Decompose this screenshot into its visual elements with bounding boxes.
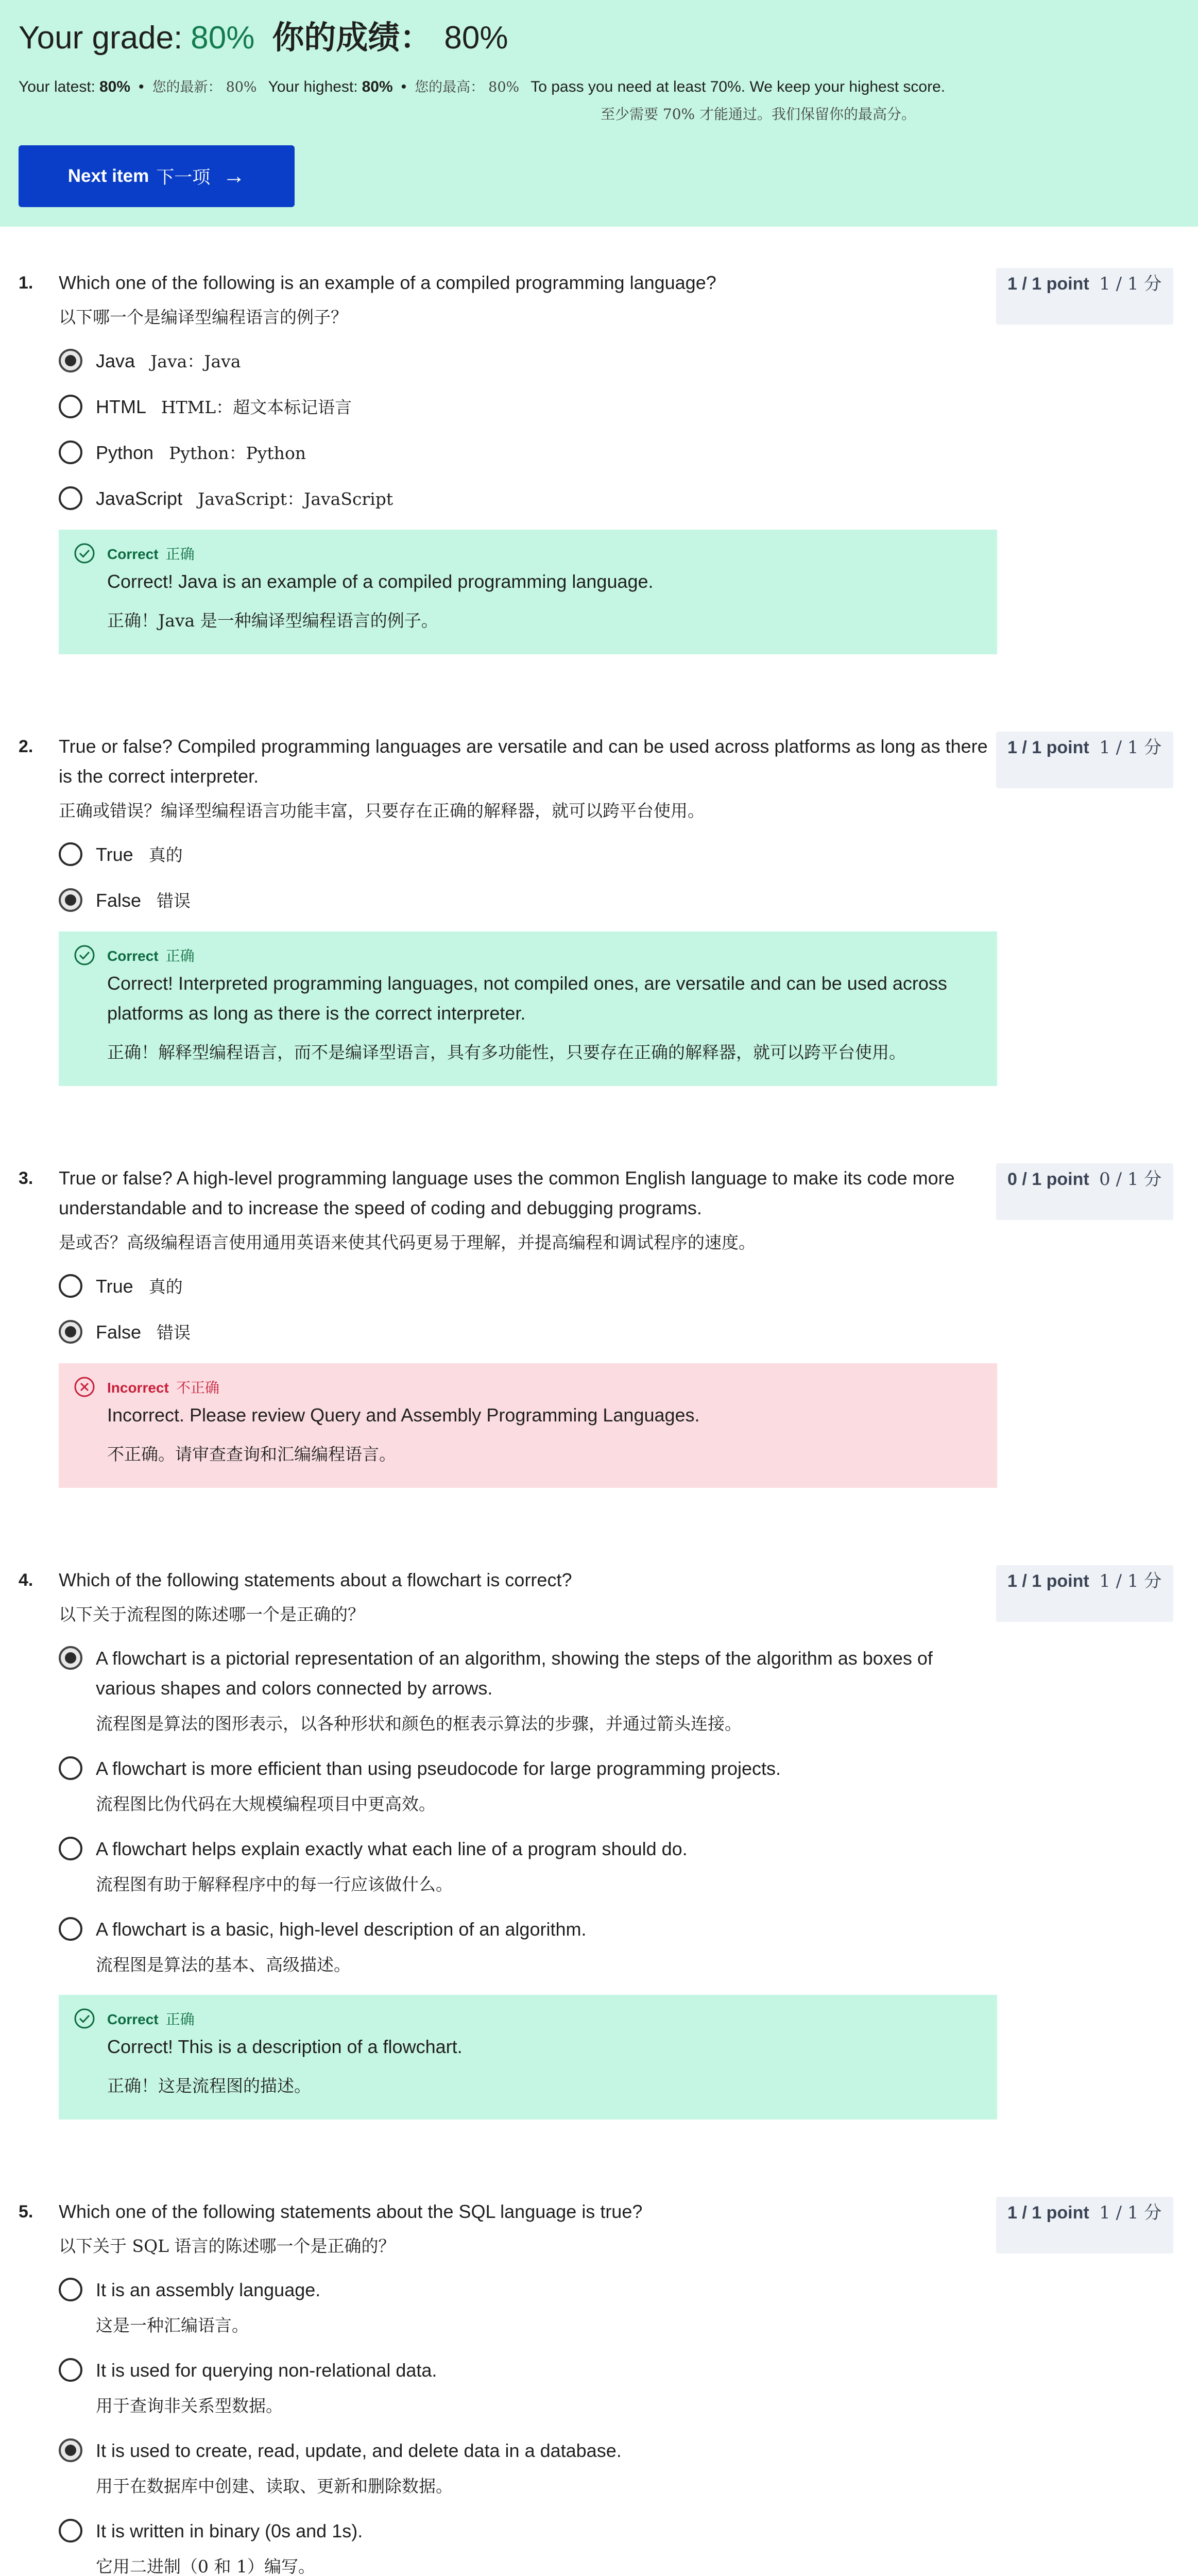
answer-options <box>59 346 997 514</box>
points-value-cn: 1 / 1 分 <box>1099 1571 1162 1591</box>
answer-option[interactable] <box>59 1834 997 1899</box>
answer-options <box>59 2275 997 2576</box>
answer-option[interactable] <box>59 1317 997 1348</box>
option-label: False <box>96 1321 142 1343</box>
answer-option[interactable] <box>59 1643 997 1738</box>
points-value: 1 / 1 point <box>1007 274 1089 294</box>
answer-option[interactable] <box>59 2355 997 2420</box>
feedback-text: Correct! This is a description of a flowchart. <box>107 2036 463 2057</box>
option-label-cn: 用于在数据库中创建、读取、更新和删除数据。 <box>96 2476 453 2496</box>
points-value: 1 / 1 point <box>1007 738 1089 757</box>
question-text-cn: 正确或错误？编译型编程语言功能丰富，只要存在正确的解释器，就可以跨平台使用。 <box>59 801 705 821</box>
arrow-right-icon: → <box>223 163 246 189</box>
points-badge <box>996 1565 1173 1622</box>
points-value: 0 / 1 point <box>1007 1170 1089 1189</box>
feedback-status-cn: 不正确 <box>176 1379 219 1396</box>
option-label-cn: JavaScript：JavaScript <box>198 489 393 509</box>
question-3 <box>0 1163 1198 1488</box>
radio-selected-icon[interactable] <box>59 1320 82 1344</box>
x-circle-icon <box>73 1376 96 1398</box>
answer-option[interactable] <box>59 346 997 377</box>
question-text: True or false? Compiled programming languages are versatile and can be used across platforms as long as there is the correct interpreter. <box>59 736 988 787</box>
points-badge <box>996 1163 1173 1220</box>
answer-options <box>59 1643 997 1979</box>
question-text-cn: 以下关于流程图的陈述哪一个是正确的？ <box>59 1604 365 1624</box>
question-text-cn: 以下关于 SQL 语言的陈述哪一个是正确的？ <box>59 2236 396 2256</box>
radio-unselected-icon[interactable] <box>59 440 82 464</box>
feedback-text: Incorrect. Please review Query and Assembly Programming Languages. <box>107 1404 700 1426</box>
option-label: It is used for querying non-relational data. <box>96 2360 437 2381</box>
radio-unselected-icon[interactable] <box>59 1274 82 1298</box>
check-circle-icon <box>73 542 96 565</box>
answer-option[interactable] <box>59 840 997 870</box>
grade-value-cn: 80% <box>444 20 508 56</box>
answer-option[interactable] <box>59 1754 997 1819</box>
separator-dot: • <box>139 78 144 95</box>
option-label: A flowchart is a pictorial representation of an algorithm, showing the steps of the algorithm as boxes of various shapes and colors connected by arrows. <box>96 1648 933 1699</box>
answer-options <box>59 840 997 916</box>
feedback-correct <box>59 1995 997 2120</box>
option-label-cn: 真的 <box>148 1277 183 1297</box>
next-item-label-cn: 下一项 <box>156 167 211 188</box>
radio-selected-icon[interactable] <box>59 888 82 912</box>
option-label: Python <box>96 442 154 463</box>
feedback-status-cn: 正确 <box>165 947 195 964</box>
feedback-status: Correct <box>107 2011 159 2027</box>
radio-unselected-icon[interactable] <box>59 486 82 510</box>
radio-selected-icon[interactable] <box>59 1646 82 1670</box>
next-item-label: Next item <box>67 166 149 186</box>
points-value-cn: 1 / 1 分 <box>1099 2202 1162 2223</box>
option-label-cn: 流程图比伪代码在大规模编程项目中更高效。 <box>96 1794 436 1814</box>
pass-requirement-cn: 至少需要 70% 才能通过。我们保留你的最高分。 <box>601 106 916 123</box>
points-value: 1 / 1 point <box>1007 2203 1089 2223</box>
feedback-text-cn: 正确！这是流程图的描述。 <box>107 2076 311 2096</box>
highest-label-cn: 您的最高： <box>415 79 485 95</box>
grade-label: Your grade: <box>19 20 183 56</box>
question-text-cn: 是或否？高级编程语言使用通用英语来使其代码更易于理解，并提高编程和调试程序的速度。 <box>59 1232 756 1252</box>
latest-value-cn: 80% <box>226 79 257 95</box>
latest-label: Your latest: <box>19 78 95 95</box>
feedback-status: Correct <box>107 948 159 964</box>
grade-summary <box>19 18 1179 58</box>
option-label: It is used to create, read, update, and delete data in a database. <box>96 2440 622 2461</box>
answer-option[interactable] <box>59 2436 997 2501</box>
question-number: 2. <box>19 737 33 756</box>
answer-option[interactable] <box>59 392 997 422</box>
grade-header <box>0 0 1198 227</box>
feedback-status-cn: 正确 <box>165 546 195 563</box>
question-text: Which of the following statements about a flowchart is correct? <box>59 1569 572 1590</box>
question-number: 4. <box>19 1570 33 1590</box>
option-label: A flowchart is more efficient than using pseudocode for large programming projects. <box>96 1758 781 1779</box>
answer-option[interactable] <box>59 1914 997 1979</box>
check-circle-icon <box>73 2007 96 2030</box>
radio-unselected-icon[interactable] <box>59 395 82 418</box>
radio-unselected-icon[interactable] <box>59 2519 82 2543</box>
radio-unselected-icon[interactable] <box>59 842 82 866</box>
radio-selected-icon[interactable] <box>59 349 82 372</box>
feedback-text: Correct! Java is an example of a compiled programming language. <box>107 571 654 592</box>
highest-value-cn: 80% <box>488 79 520 95</box>
question-number: 1. <box>19 273 33 293</box>
question-text: Which one of the following is an example of a compiled programming language? <box>59 272 716 293</box>
question-2 <box>0 732 1198 1086</box>
option-label-cn: 流程图有助于解释程序中的每一行应该做什么。 <box>96 1874 453 1894</box>
latest-label-cn: 您的最新： <box>152 79 222 95</box>
option-label-cn: 这是一种汇编语言。 <box>96 2315 249 2335</box>
feedback-text: Correct! Interpreted programming languages, not compiled ones, are versatile and can be used across platforms as long as there is the correct interpreter. <box>107 973 947 1024</box>
option-label-cn: 错误 <box>157 891 191 911</box>
feedback-correct <box>59 530 997 654</box>
points-badge <box>996 2197 1173 2253</box>
question-1 <box>0 268 1198 654</box>
separator-dot: • <box>401 78 407 95</box>
option-label-cn: 真的 <box>148 845 183 865</box>
question-4 <box>0 1565 1198 2120</box>
radio-unselected-icon[interactable] <box>59 1837 82 1860</box>
option-label: HTML <box>96 396 146 417</box>
option-label-cn: 它用二进制（0 和 1）编写。 <box>96 2556 315 2576</box>
feedback-incorrect <box>59 1363 997 1488</box>
feedback-text-cn: 不正确。请审查查询和汇编编程语言。 <box>107 1444 396 1464</box>
option-label: False <box>96 890 142 911</box>
question-number: 3. <box>19 1168 33 1188</box>
option-label: A flowchart helps explain exactly what each line of a program should do. <box>96 1838 688 1859</box>
highest-value: 80% <box>362 78 393 95</box>
feedback-correct <box>59 931 997 1086</box>
option-label: It is written in binary (0s and 1s). <box>96 2520 363 2541</box>
latest-value: 80% <box>99 78 131 95</box>
score-stats <box>19 76 1179 96</box>
highest-label: Your highest: <box>268 78 358 95</box>
option-label-cn: HTML：超文本标记语言 <box>161 397 352 417</box>
answer-option[interactable] <box>59 438 997 468</box>
pass-requirement: To pass you need at least 70%. We keep your highest score. <box>530 78 946 95</box>
answer-option[interactable] <box>59 1272 997 1302</box>
option-label: Java <box>96 350 135 371</box>
check-circle-icon <box>73 944 96 967</box>
next-item-button[interactable] <box>19 145 295 207</box>
option-label: True <box>96 844 133 865</box>
points-value-cn: 1 / 1 分 <box>1099 737 1162 758</box>
points-value-cn: 1 / 1 分 <box>1099 274 1162 294</box>
points-badge <box>996 732 1173 788</box>
answer-option[interactable] <box>59 2275 997 2340</box>
option-label-cn: 用于查询非关系型数据。 <box>96 2396 283 2416</box>
option-label-cn: Java：Java <box>150 351 241 371</box>
radio-unselected-icon[interactable] <box>59 1756 82 1780</box>
feedback-status: Incorrect <box>107 1380 169 1396</box>
points-badge <box>996 268 1173 325</box>
points-value-cn: 0 / 1 分 <box>1099 1169 1162 1190</box>
answer-option[interactable] <box>59 886 997 916</box>
feedback-text-cn: 正确！解释型编程语言，而不是编译型语言，具有多功能性，只要存在正确的解释器，就可以跨平台使用。 <box>107 1042 906 1062</box>
points-value: 1 / 1 point <box>1007 1571 1089 1591</box>
radio-selected-icon[interactable] <box>59 2438 82 2462</box>
feedback-status: Correct <box>107 546 159 562</box>
question-5 <box>0 2197 1198 2576</box>
feedback-text-cn: 正确！Java 是一种编译型编程语言的例子。 <box>107 611 438 631</box>
grade-label-cn: 你的成绩： <box>272 19 432 56</box>
option-label-cn: Python：Python <box>169 443 306 463</box>
question-text-cn: 以下哪一个是编译型编程语言的例子？ <box>59 307 348 327</box>
feedback-status-cn: 正确 <box>165 2011 195 2028</box>
option-label-cn: 流程图是算法的基本、高级描述。 <box>96 1955 351 1975</box>
grade-value: 80% <box>191 20 255 56</box>
option-label: True <box>96 1276 133 1297</box>
radio-unselected-icon[interactable] <box>59 2358 82 2382</box>
answer-option[interactable] <box>59 2516 997 2576</box>
answer-option[interactable] <box>59 484 997 514</box>
option-label-cn: 错误 <box>157 1323 191 1343</box>
radio-unselected-icon[interactable] <box>59 1917 82 1941</box>
question-text: True or false? A high-level programming language uses the common English language to make its code more understandable and to increase the speed of coding and debugging programs. <box>59 1167 955 1218</box>
option-label: It is an assembly language. <box>96 2279 321 2300</box>
option-label: JavaScript <box>96 488 183 509</box>
radio-unselected-icon[interactable] <box>59 2278 82 2301</box>
question-number: 5. <box>19 2202 33 2222</box>
option-label: A flowchart is a basic, high-level description of an algorithm. <box>96 1919 587 1940</box>
option-label-cn: 流程图是算法的图形表示，以各种形状和颜色的框表示算法的步骤，并通过箭头连接。 <box>96 1714 742 1734</box>
answer-options <box>59 1272 997 1348</box>
question-text: Which one of the following statements about the SQL language is true? <box>59 2201 643 2222</box>
